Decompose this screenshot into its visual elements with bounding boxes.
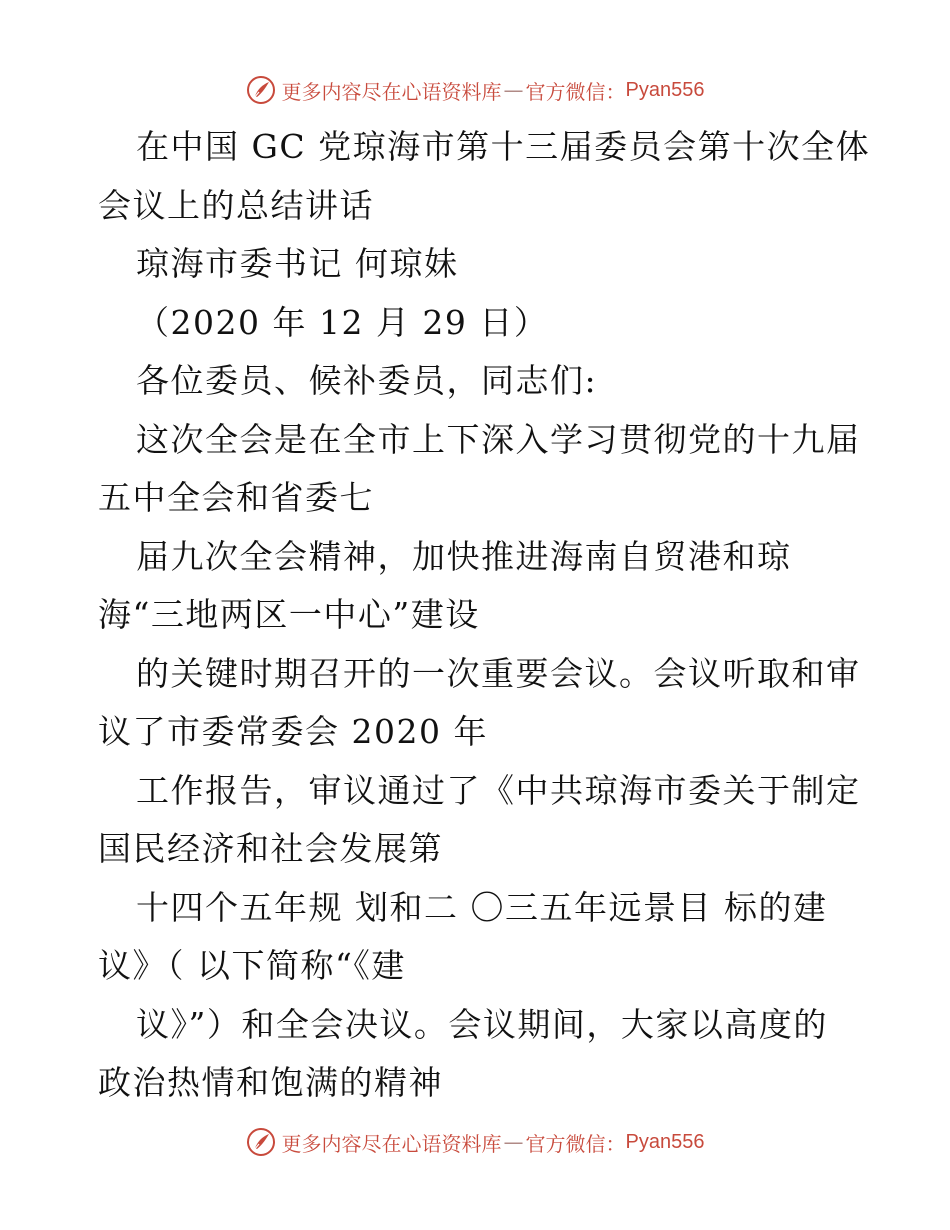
body-line: 工作报告，审议通过了《中共琼海市委关于制定 [136, 770, 861, 810]
salutation-line: 各位委员、候补委员，同志们: [136, 361, 598, 400]
body-line: 议》”）和全会决议。会议期间，大家以高度的 [136, 1004, 828, 1044]
body-line: 国民经济和社会发展第 [98, 829, 443, 868]
body-line: 五中全会和省委七 [98, 478, 374, 517]
title-line-2: 会议上的总结讲话 [98, 185, 374, 225]
body-line: 议》（ 以下简称“《建 [98, 946, 406, 985]
feather-pen-logo-icon [246, 1127, 276, 1157]
watermark-dash: — [503, 1130, 524, 1154]
document-body [98, 118, 871, 1113]
feather-pen-logo-icon [246, 75, 276, 105]
body-line: 届九次全会精神，加快推进海南自贸港和琼 [136, 536, 792, 576]
watermark-official-text: 官方微信： [525, 79, 626, 104]
watermark-dash: — [503, 78, 524, 102]
watermark-handle: Pyan556 [625, 1130, 705, 1153]
body-line: 十四个五年规 划和二 〇三五年远景目 标的建 [136, 887, 828, 927]
watermark-site-text: 更多内容尽在心语资料库 [281, 1131, 502, 1156]
body-line: 议了市委常委会 2020 年 [98, 712, 488, 751]
watermark-site-text: 更多内容尽在心语资料库 [281, 79, 502, 104]
body-line: 这次全会是在全市上下深入学习贯彻党的十九届 [136, 419, 861, 459]
date-line: （2020 年 12 月 29 日） [136, 302, 549, 342]
watermark-handle: Pyan556 [625, 78, 705, 101]
footer-watermark [0, 1122, 950, 1162]
header-watermark [0, 70, 950, 110]
body-line: 的关键时期召开的一次重要会议。会议听取和审 [136, 653, 861, 693]
body-line: 政治热情和饱满的精神 [98, 1063, 443, 1102]
watermark-official-text: 官方微信： [525, 1131, 626, 1156]
body-line: 海“三地两区一中心”建设 [98, 595, 480, 634]
title-line-1: 在中国 GC 党琼海市第十三届委员会第十次全体 [136, 127, 871, 166]
author-line: 琼海市委书记 何琼妹 [136, 244, 459, 283]
